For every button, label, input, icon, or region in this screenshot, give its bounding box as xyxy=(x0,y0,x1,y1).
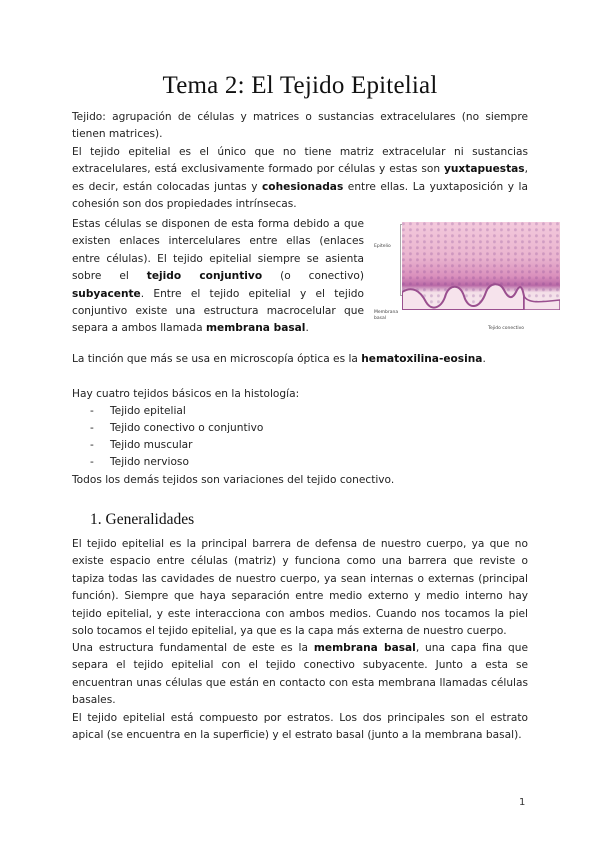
text: Estas células se disponen de esta forma debido a que existen enlaces intercelulares entre ellas (enlaces entre células). El tejido epitelial siempre se asienta sobre el xyxy=(72,218,364,283)
text: , una capa fina que separa el tejido epitelial con el tejido conectivo subyacente. Junto a esta se encuentran unas células que están en contacto con esta membrana llamadas células basales. xyxy=(72,642,528,707)
section-heading-generalidades: 1. Generalidades xyxy=(90,511,195,528)
text: La tinción que más se usa en microscopía óptica es la xyxy=(72,353,362,365)
paragraph-definition xyxy=(72,109,528,144)
bold-term: tejido conjuntivo xyxy=(146,270,263,283)
paragraph-enlaces xyxy=(72,216,364,338)
page-number: 1 xyxy=(519,797,526,808)
histology-image xyxy=(402,222,560,310)
list-text: Tejido muscular xyxy=(110,439,193,451)
figure-label-conectivo: Tejido conectivo xyxy=(488,326,525,331)
list-text: Tejido nervioso xyxy=(110,456,189,468)
list-dash: - xyxy=(90,456,94,468)
bold-term: membrana basal xyxy=(313,642,416,654)
list-dash: - xyxy=(90,422,94,434)
text: . xyxy=(482,353,486,365)
text: . xyxy=(305,322,309,335)
bold-term: yuxtapuestas xyxy=(443,163,525,176)
text: Tejido: agrupación de células y matrices o sustancias extracelulares (no siempre tienen matrices). xyxy=(72,111,528,141)
text: , es decir, están colocadas juntas y xyxy=(72,163,528,193)
paragraph-tincion xyxy=(72,351,528,368)
text: El tejido epitelial es el único que no tiene matriz extracelular ni sustancias extracelulares, está exclusivamente formado por células y estas son xyxy=(72,146,528,176)
list-text: Tejido conectivo o conjuntivo xyxy=(110,422,264,434)
list-dash: - xyxy=(90,439,94,451)
histology-figure xyxy=(372,222,562,334)
paragraph-variaciones: Todos los demás tejidos son variaciones del tejido conectivo. xyxy=(72,474,395,486)
bold-term: subyacente xyxy=(72,287,141,300)
bold-term: membrana basal xyxy=(206,322,306,335)
text: (o conectivo) xyxy=(262,270,364,283)
paragraph-tejidos-basicos: Hay cuatro tejidos básicos en la histología: xyxy=(72,388,300,400)
text: . Entre el tejido epitelial y el tejido conjuntivo existe una estructura macrocelular que separa a ambos llamada xyxy=(72,287,364,335)
paragraph-barrera: El tejido epitelial es la principal barrera de defensa de nuestro cuerpo, ya que no existe espacio entre células (matriz) y funciona como una barrera que reviste o tapiza todas las cavidades de nuestro cuerpo, ya sean internas o externas (principal función). Siempre que haya separación entre medio externo y medio interno hay tejido epitelial, y este interacciona con ambos medios. Cuando nos tocamos la piel solo tocamos el tejido epitelial, ya que es la capa más externa de nuestro cuerpo. xyxy=(72,538,528,638)
text: Una estructura fundamental de este es la xyxy=(72,642,314,654)
connective-tissue-shape xyxy=(402,280,560,310)
paragraph-membrana-basal xyxy=(72,640,528,710)
page-title: Tema 2: El Tejido Epitelial xyxy=(162,72,438,99)
list-dash: - xyxy=(90,405,94,417)
text: entre ellas. La yuxtaposición y la cohesión son dos propiedades intrínsecas. xyxy=(72,180,528,211)
paragraph-estratos: El tejido epitelial está compuesto por estratos. Los dos principales son el estrato apical (se encuentra en la superficie) y el estrato basal (junto a la membrana basal). xyxy=(72,712,528,742)
figure-label-epitelio: Epitelio xyxy=(374,244,391,249)
figure-label-membrana: Membrana basal xyxy=(374,310,399,321)
paragraph-epitelio xyxy=(72,144,528,214)
bold-term: hematoxilina-eosina xyxy=(361,353,483,365)
bold-term: cohesionadas xyxy=(262,180,344,193)
list-text: Tejido epitelial xyxy=(110,405,186,417)
